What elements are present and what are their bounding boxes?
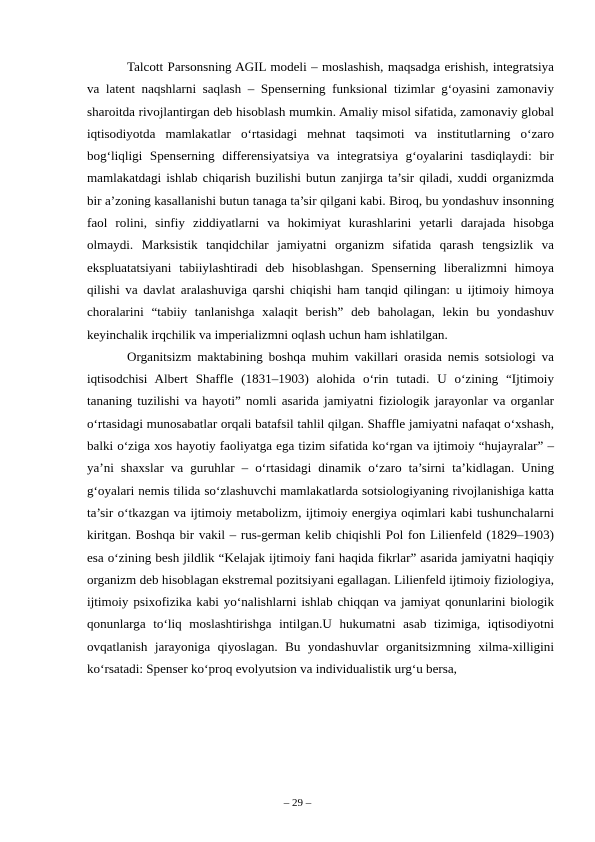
paragraph-2: Organitsizm maktabining boshqa muhim vakillari orasida nemis sotsiologi va iqtisodchisi Albert Shaffle (1831–1903) alohida o‘rin tutadi. U o‘zining “Ijtimoiy tananing tuzilishi va hayoti” nomli asarida jamiyatni fiziologik jarayonlar va organlar o‘rtasidagi munosabatlar orqali batafsil tahlil qilgan. Shaffle jamiyatni nafaqat o‘xshash, balki o‘ziga xos hayotiy faoliyatga ega tizim sifatida ko‘rgan va ijtimoiy “hujayralar” – ya’ni shaxslar va guruhlar – o‘rtasidagi dinamik o‘zaro ta’sirni ta’kidlagan. Uning g‘oyalari nemis tilida so‘zlashuvchi mamlakatlarda sotsiologiyaning rivojlanishiga katta ta’sir o‘tkazgan va ijtimoiy metabolizm, ijtimoiy energiya oqimlari kabi tushunchalarni kiritgan. Boshqa bir vakil – rus-german kelib chiqishli Pol fon Lilienfeld (1829–1903) esa o‘zining besh jildlik “Kelajak ijtimoiy fani haqida fikrlar” asarida jamiyatni haqiqiy organizm deb hisoblagan ekstremal pozitsiyani egallagan. Lilienfeld ijtimoiy fiziologiya, ijtimoiy psixofizika kabi yo‘nalishlarni ishlab chiqqan va jamiyat qonunlarini biologik qonunlarga to‘liq moslashtirishga intilgan.U hukumatni asab tizimiga, iqtisodiyotni ovqatlanish jarayoniga qiyoslagan. Bu yondashuvlar organitsizmning xilma-xilligini ko‘rsatadi: Spenser ko‘proq evolyutsion va individualistik urg‘u bersa, (87, 348, 554, 677)
page-number: – 29 – (283, 797, 312, 809)
document-body (87, 56, 554, 680)
paragraph-1: Talcott Parsonsning AGIL modeli – moslashish, maqsadga erishish, integratsiya va latent naqshlarni saqlash – Spenserning funksional tizimlar g‘oyasini zamonaviy sharoitda rivojlantirgan deb hisoblash mumkin. Amaliy misol sifatida, zamonaviy global iqtisodiyotda mamlakatlar o‘rtasidagi mehnat taqsimoti va institutlarning o‘zaro bog‘liqligi Spenserning differensiyatsiya va integratsiya g‘oyalarini tasdiqlaydi: bir mamlakatdagi ishlab chiqarish buzilishi butun zanjirga ta’sir qiladi, xuddi organizmda bir a’zoning kasallanishi butun tanaga ta’sir qilgani kabi. Biroq, bu yondashuv insonning faol rolini, sinfiy ziddiyatlarni va hokimiyat kurashlarini yetarli darajada hisobga olmaydi. Marksistik tanqidchilar jamiyatni organizm sifatida qarash tengsizlik va ekspluatatsiyani tabiiylashtiradi deb hisoblashgan. Spenserning liberalizmni himoya qilishi va davlat aralashuviga qarshi chiqishi ham tanqid qilingan: u ijtimoiy himoya choralarini “tabiiy tanlanishga xalaqit berish” deb baholagan, lekin bu yondashuv keyinchalik irqchilik va imperializmni oqlash uchun ham ishlatilgan. (87, 59, 554, 342)
